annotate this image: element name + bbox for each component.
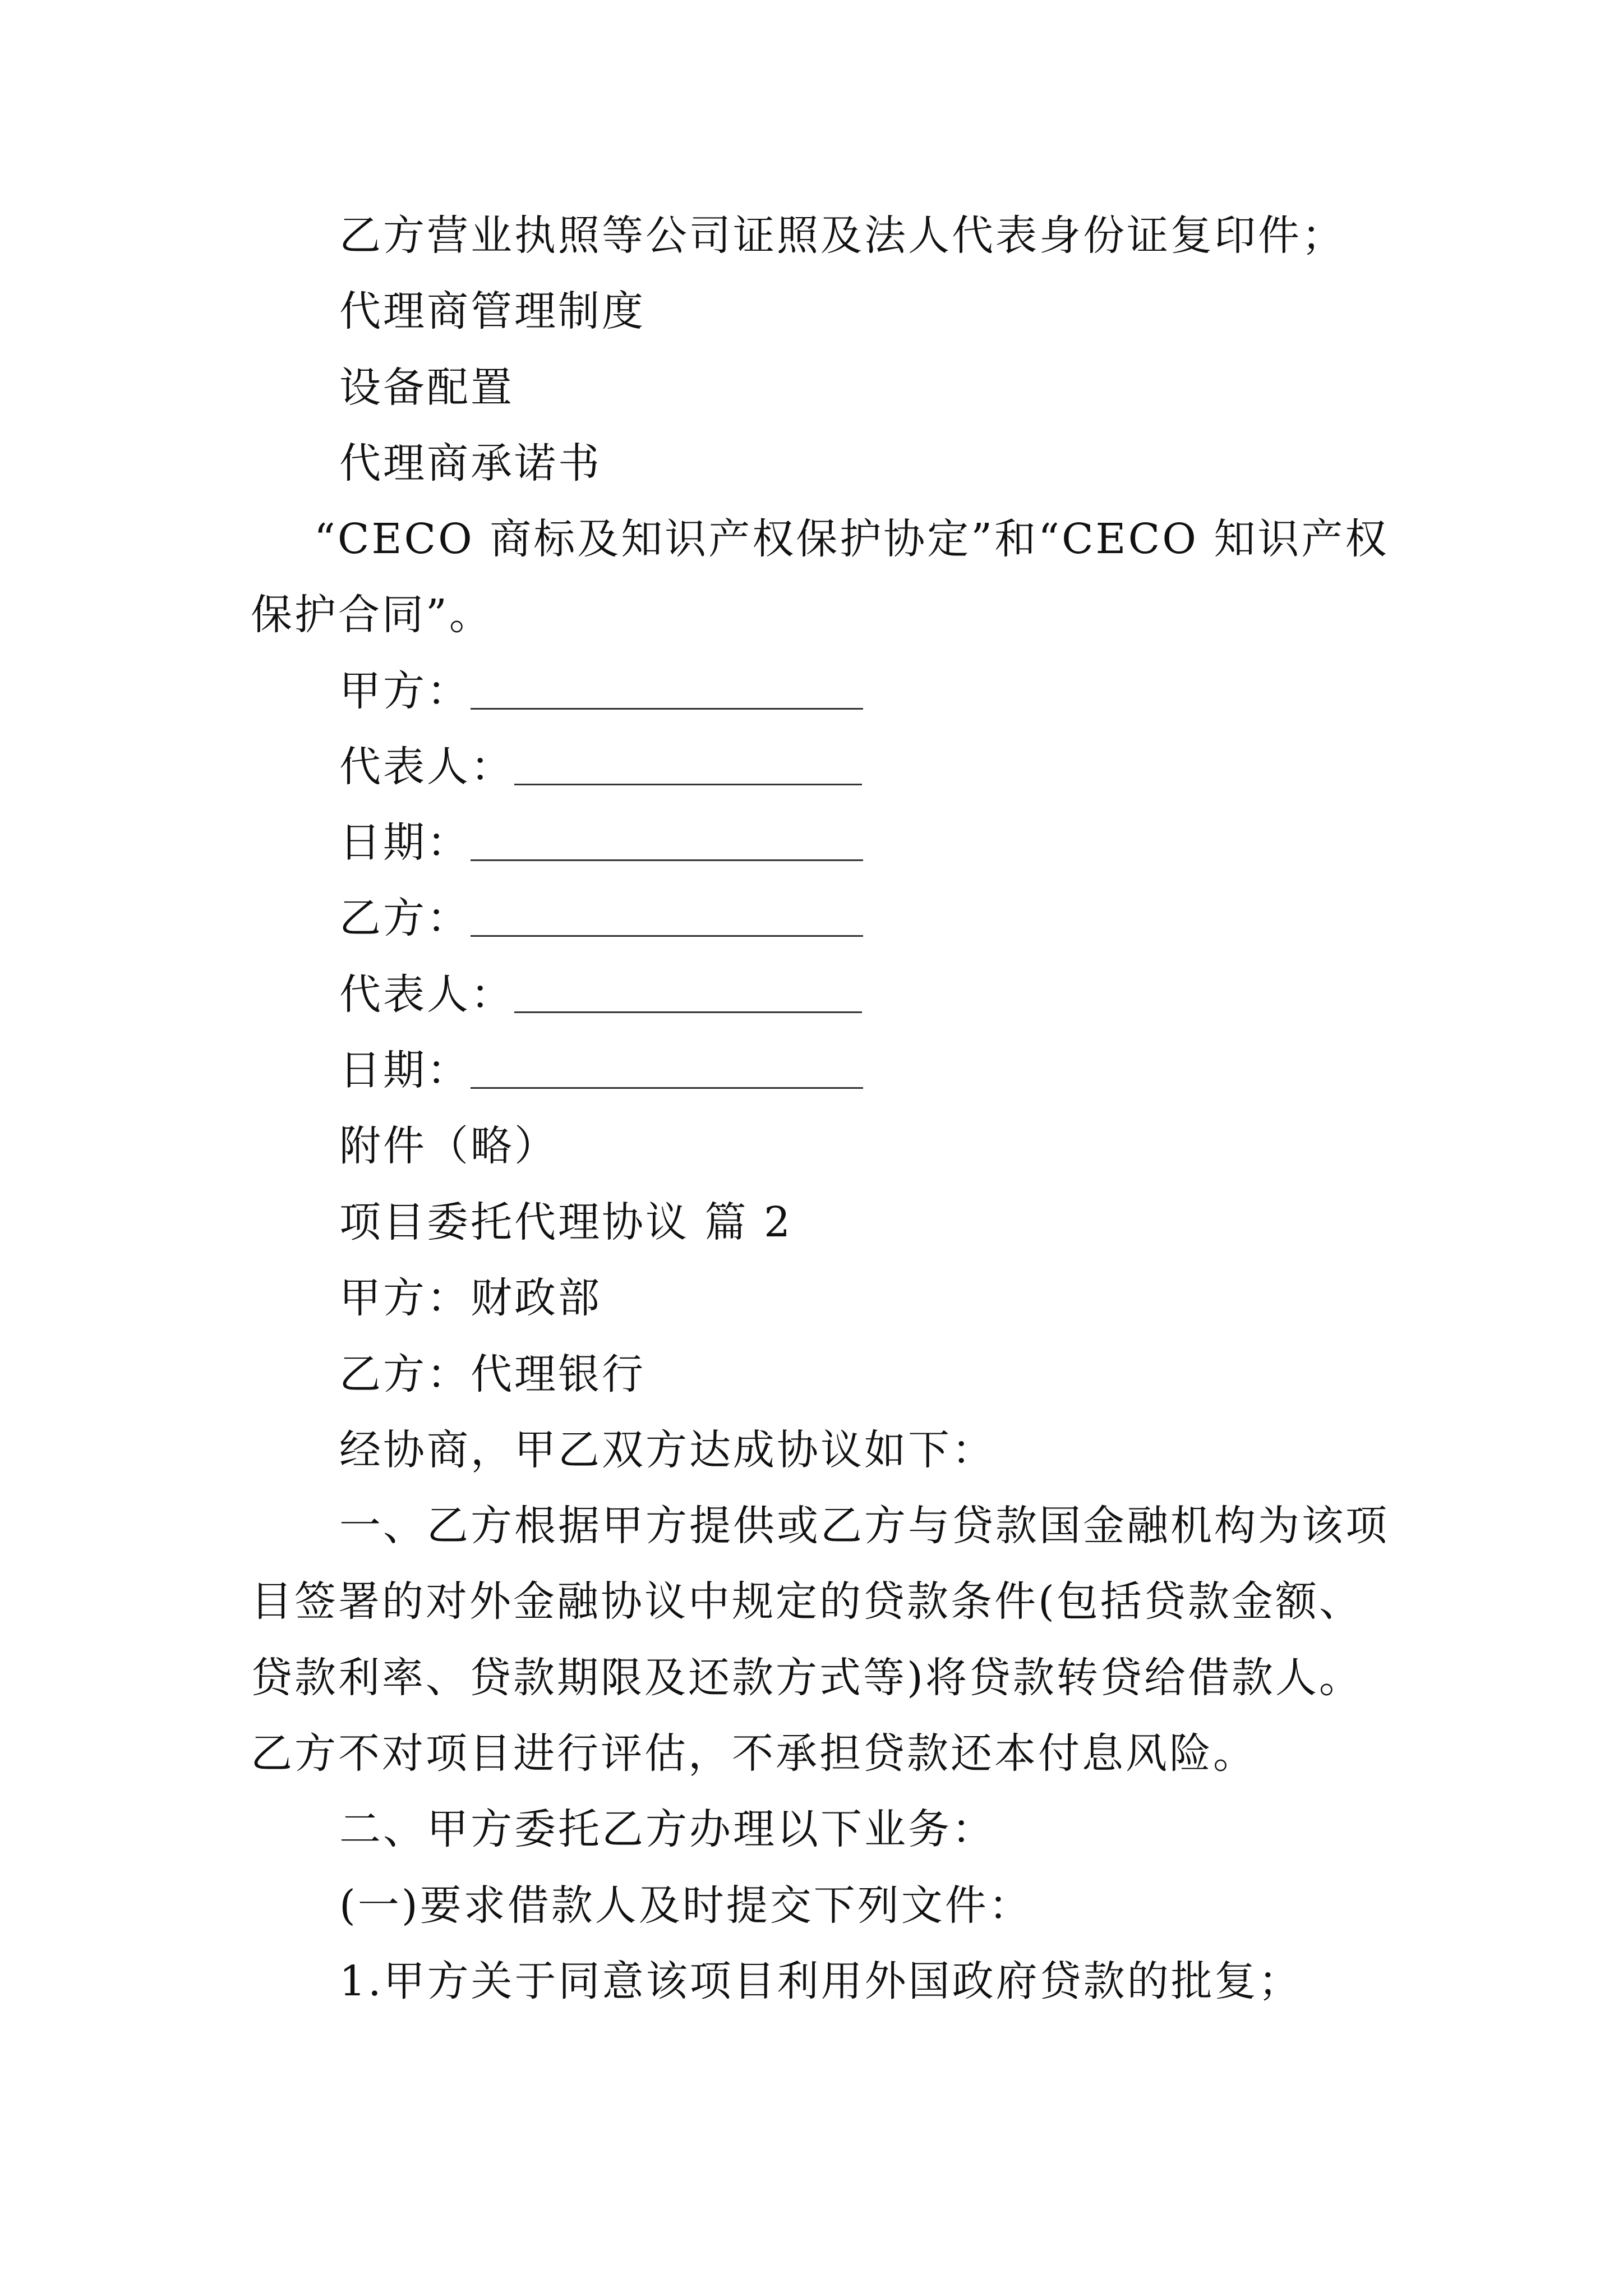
clause-line: 二、甲方委托乙方办理以下业务： (339, 1805, 995, 1853)
clause-line: 乙方不对项目进行评估，不承担贷款还本付息风险。 (251, 1729, 1257, 1778)
text-line: 代理商管理制度 (339, 287, 645, 335)
clause-line: 一、乙方根据甲方提供或乙方与贷款国金融机构为该项 (339, 1502, 1389, 1550)
signature-field-party-a (339, 667, 863, 715)
attachment-note: 附件（略） (339, 1122, 558, 1170)
text-line: “CECO 商标及知识产权保护协定”和“CECO 知识产权 (314, 515, 1389, 563)
text-line: 代理商承诺书 (339, 439, 602, 487)
text-line: 保护合同”。 (251, 591, 493, 639)
section-title: 项目委托代理协议 篇 2 (339, 1198, 793, 1246)
signature-blank-line (514, 1011, 862, 1013)
signature-field-date-b (339, 1046, 863, 1094)
sub-clause-line: (一)要求借款人及时提交下列文件： (339, 1881, 1032, 1930)
signature-blank-line (471, 708, 863, 710)
intro-line: 经协商，甲乙双方达成协议如下： (339, 1426, 995, 1474)
signature-label: 日期： (339, 1046, 471, 1094)
signature-label: 乙方： (339, 894, 471, 942)
clause-line: 目签署的对外金融协议中规定的贷款条件(包括贷款金额、 (251, 1577, 1363, 1626)
text-line: 乙方营业执照等公司证照及法人代表身份证复印件； (339, 211, 1345, 260)
signature-label: 日期： (339, 818, 471, 867)
signature-field-representative-a (339, 743, 862, 791)
signature-label: 代表人： (339, 970, 514, 1019)
signature-label: 代表人： (339, 743, 514, 791)
signature-blank-line (471, 859, 863, 861)
signature-blank-line (514, 784, 862, 785)
party-b-line: 乙方：代理银行 (339, 1350, 645, 1398)
list-item: 1.甲方关于同意该项目利用外国政府贷款的批复； (339, 1957, 1302, 2005)
clause-line: 贷款利率、贷款期限及还款方式等)将贷款转贷给借款人。 (251, 1654, 1363, 1702)
text-line: 设备配置 (339, 364, 514, 412)
signature-label: 甲方： (339, 667, 471, 715)
signature-field-representative-b (339, 970, 862, 1019)
signature-field-date-a (339, 818, 863, 867)
signature-field-party-b (339, 894, 863, 942)
signature-blank-line (471, 1087, 863, 1089)
signature-blank-line (471, 935, 863, 937)
party-a-line: 甲方：财政部 (339, 1274, 602, 1322)
